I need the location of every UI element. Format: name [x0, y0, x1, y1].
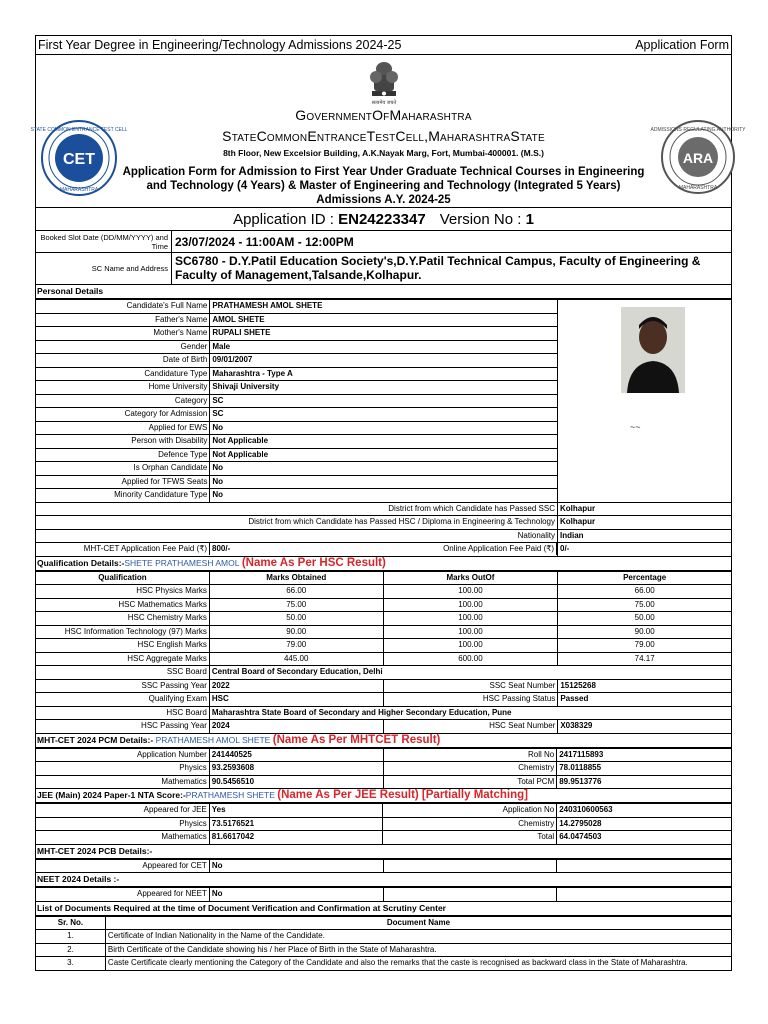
score-value: 2417115893 [557, 748, 732, 762]
field-label: Father's Name [36, 313, 210, 327]
jee-name: PRATHAMESH SHETE [185, 790, 275, 800]
qualification-name: SHETE PRATHAMESH AMOL [124, 557, 240, 568]
score-value: 14.2795028 [557, 817, 732, 831]
document-name: Caste Certificate clearly mentioning the Category of the Candidate and also the remarks that the caste is recognised as backward class in the State of Maharashtra. [105, 957, 731, 971]
documents-table [35, 916, 732, 971]
subject-label: HSC Information Technology (97) Marks [36, 625, 210, 639]
slot-label: Booked Slot Date (DD/MM/YYYY) and Time [36, 231, 172, 252]
form-title-line-2: and Technology (4 Years) & Master of Engineering and Technology (Integrated 5 Years) [146, 180, 621, 192]
score-value: 89.9513776 [557, 775, 732, 789]
empty-cell [383, 859, 557, 873]
field-label: Defence Type [36, 448, 210, 462]
table-row [36, 943, 732, 957]
table-row [36, 916, 732, 930]
table-row [36, 831, 732, 845]
table-row [36, 543, 732, 557]
column-header: Sr. No. [36, 916, 106, 930]
score-label: Application No [383, 804, 557, 818]
hsc-year-label: HSC Passing Year [36, 720, 210, 734]
document-sr-no: 2. [36, 943, 106, 957]
percentage: 79.00 [558, 639, 732, 653]
score-value: 241440525 [209, 748, 383, 762]
marks-obtained: 79.00 [209, 639, 383, 653]
hsc-district-label: District from which Candidate has Passed HSC / Diploma in Engineering & Technology [36, 516, 558, 530]
pcb-table [35, 859, 732, 874]
sc-value: SC6780 - D.Y.Patil Education Society's,D.Y.Patil Technical Campus, Faculty of Engineering & Faculty of Management,Talsande,Kolhapur. [175, 254, 701, 282]
slot-value: 23/07/2024 - 11:00AM - 12:00PM [175, 234, 354, 249]
field-label: Category [36, 394, 210, 408]
score-value: 64.0474503 [557, 831, 732, 845]
online-fee-label: Online Application Fee Paid (₹) [380, 543, 557, 555]
score-value: 78.0118855 [557, 762, 732, 776]
table-row [36, 612, 732, 626]
score-label: Chemistry [383, 762, 557, 776]
subject-label: HSC Aggregate Marks [36, 652, 210, 666]
hsc-board-value: Maharashtra State Board of Secondary and Higher Secondary Education, Pune [209, 706, 731, 720]
svg-text:MAHARASHTRA: MAHARASHTRA [59, 187, 99, 193]
table-row [36, 516, 732, 530]
neet-label: Appeared for NEET [36, 888, 210, 902]
form-title-line-1: Application Form for Admission to First Year Under Graduate Technical Courses in Engineering [122, 166, 645, 178]
application-id [233, 211, 426, 228]
jee-title-label: JEE (Main) 2024 Paper-1 NTA Score:- [37, 790, 186, 800]
document-name: Birth Certificate of the Candidate showing his / her Place of Birth in the State of Maharashtra. [105, 943, 731, 957]
table-row [36, 817, 732, 831]
table-row [36, 859, 732, 873]
score-label: Application Number [36, 748, 210, 762]
field-value: PRATHAMESH AMOL SHETE [210, 300, 558, 314]
qualification-title-label: Qualification Details:- [37, 557, 125, 568]
table-row [36, 666, 732, 680]
score-label: Mathematics [36, 775, 210, 789]
form-heading: First Year Degree in Engineering/Technology Admissions 2024-25 [38, 38, 402, 52]
table-row [36, 639, 732, 653]
percentage: 90.00 [558, 625, 732, 639]
version-label: Version No : [439, 210, 522, 228]
fee-row [36, 543, 557, 555]
field-value: Male [210, 340, 558, 354]
field-label: Category for Admission [36, 408, 210, 422]
table-row [36, 693, 732, 707]
field-value: Not Applicable [210, 448, 558, 462]
jee-table [35, 803, 732, 845]
svg-text:सत्यमेव जयते: सत्यमेव जयते [371, 100, 397, 106]
percentage: 74.17 [558, 652, 732, 666]
nationality-value: Indian [558, 529, 732, 543]
neet-value: No [209, 888, 383, 902]
field-label: Mother's Name [36, 327, 210, 341]
hsc-year-value: 2024 [209, 720, 383, 734]
marks-obtained: 66.00 [209, 585, 383, 599]
jee-title [35, 789, 732, 803]
online-fee-value: 0/- [558, 543, 732, 557]
marks-obtained: 50.00 [209, 612, 383, 626]
field-label: Candidate's Full Name [36, 300, 210, 314]
application-form [30, 35, 746, 971]
score-label: Total PCM [383, 775, 557, 789]
top-bar [35, 35, 732, 55]
document-name: Certificate of Indian Nationality in the Name of the Candidate. [105, 930, 731, 944]
column-header: Qualification [36, 571, 210, 585]
column-header: Marks OutOf [383, 571, 558, 585]
table-row [36, 585, 732, 599]
personal-details-title: Personal Details [35, 285, 732, 299]
application-id-bar [35, 208, 732, 231]
field-value: SC [210, 394, 558, 408]
column-header: Marks Obtained [209, 571, 383, 585]
score-value: 93.2593608 [209, 762, 383, 776]
field-label: Home University [36, 381, 210, 395]
cet-name-note: (Name As Per MHTCET Result) [272, 733, 441, 746]
score-value: 90.5456510 [209, 775, 383, 789]
field-value: Maharashtra - Type A [210, 367, 558, 381]
score-value: 81.6617042 [209, 831, 383, 845]
marks-outof: 100.00 [383, 625, 558, 639]
field-value: AMOL SHETE [210, 313, 558, 327]
cet-cell-title: StateCommonEntranceTestCell,MaharashtraState [222, 128, 545, 144]
score-label: Appeared for JEE [36, 804, 210, 818]
table-row [36, 762, 732, 776]
hsc-seat-value: X038329 [558, 720, 732, 734]
table-row [36, 625, 732, 639]
score-label: Chemistry [383, 817, 557, 831]
marks-obtained: 75.00 [209, 598, 383, 612]
form-title-line-3: Admissions A.Y. 2024-25 [316, 194, 451, 206]
subject-label: HSC Physics Marks [36, 585, 210, 599]
percentage: 50.00 [558, 612, 732, 626]
subject-label: HSC Chemistry Marks [36, 612, 210, 626]
application-id-label: Application ID : [233, 210, 334, 228]
table-row [36, 529, 732, 543]
slot-row [35, 231, 732, 253]
hsc-status-label: HSC Passing Status [383, 693, 558, 707]
application-id-value: EN24223347 [338, 210, 426, 228]
neet-title: NEET 2024 Details :- [35, 873, 732, 887]
percentage: 75.00 [558, 598, 732, 612]
score-label: Physics [36, 762, 210, 776]
empty-cell [557, 888, 732, 902]
marks-outof: 100.00 [383, 612, 558, 626]
marks-outof: 100.00 [383, 639, 558, 653]
ssc-seat-label: SSC Seat Number [383, 679, 558, 693]
form-title [96, 165, 671, 207]
form-type: Application Form [635, 38, 729, 52]
field-value: No [210, 462, 558, 476]
table-row [36, 804, 732, 818]
ssc-board-label: SSC Board [36, 666, 210, 680]
neet-table [35, 887, 732, 902]
ssc-district-label: District from which Candidate has Passed SSC [36, 502, 558, 516]
field-value: Shivaji University [210, 381, 558, 395]
field-label: Gender [36, 340, 210, 354]
table-row [36, 888, 732, 902]
field-value: No [210, 489, 558, 503]
table-row [36, 598, 732, 612]
jee-name-note: (Name As Per JEE Result) [Partially Matching] [277, 789, 529, 801]
qualifying-exam-value: HSC [209, 693, 383, 707]
cet-title-label: MHT-CET 2024 PCM Details:- [37, 734, 154, 745]
ssc-board-value: Central Board of Secondary Education, Delhi [209, 666, 731, 680]
marks-outof: 100.00 [383, 598, 558, 612]
table-row [36, 748, 732, 762]
score-label: Roll No [383, 748, 557, 762]
ssc-year-label: SSC Passing Year [36, 679, 210, 693]
field-label: Is Orphan Candidate [36, 462, 210, 476]
percentage: 66.00 [558, 585, 732, 599]
empty-cell [383, 888, 557, 902]
score-value: 240310600563 [557, 804, 732, 818]
svg-text:ADMISSIONS REGULATING AUTHORIT: ADMISSIONS REGULATING AUTHORITY [650, 127, 746, 133]
version-value: 1 [525, 210, 534, 228]
hsc-district-value: Kolhapur [558, 516, 732, 530]
field-value: No [210, 475, 558, 489]
fee-label: MHT-CET Application Fee Paid (₹) [36, 543, 210, 555]
candidate-photo-icon [621, 307, 685, 393]
subject-label: HSC Mathematics Marks [36, 598, 210, 612]
field-label: Minority Candidature Type [36, 489, 210, 503]
field-label: Applied for EWS [36, 421, 210, 435]
empty-cell [557, 859, 732, 873]
sc-row [35, 253, 732, 285]
document-sr-no: 1. [36, 930, 106, 944]
hsc-status-value: Passed [558, 693, 732, 707]
pcb-label: Appeared for CET [36, 859, 210, 873]
table-row [36, 775, 732, 789]
svg-text:CET: CET [63, 151, 95, 168]
table-row [36, 502, 732, 516]
header [30, 55, 746, 208]
subject-label: HSC English Marks [36, 639, 210, 653]
field-label: Applied for TFWS Seats [36, 475, 210, 489]
qualification-table [35, 571, 732, 734]
pcb-value: No [209, 859, 383, 873]
pcb-title: MHT-CET 2024 PCB Details:- [35, 845, 732, 859]
table-row [36, 706, 732, 720]
field-value: SC [210, 408, 558, 422]
candidate-signature: ~~ [630, 422, 641, 432]
marks-outof: 600.00 [383, 652, 558, 666]
field-label: Candidature Type [36, 367, 210, 381]
table-row [36, 652, 732, 666]
field-value: 09/01/2007 [210, 354, 558, 368]
field-label: Date of Birth [36, 354, 210, 368]
ssc-seat-value: 15125268 [558, 679, 732, 693]
document-sr-no: 3. [36, 957, 106, 971]
cet-name: PRATHAMESH AMOL SHETE [155, 734, 271, 745]
cet-cell-address: 8th Floor, New Excelsior Building, A.K.Nayak Marg, Fort, Mumbai-400001. (M.S.) [223, 148, 544, 158]
table-row [36, 957, 732, 971]
version [440, 211, 534, 228]
marks-obtained: 445.00 [209, 652, 383, 666]
hsc-board-label: HSC Board [36, 706, 210, 720]
documents-title: List of Documents Required at the time of Document Verification and Confirmation at Scrutiny Center [35, 902, 732, 916]
table-row [36, 679, 732, 693]
svg-text:ARA: ARA [682, 150, 714, 166]
candidate-photo [621, 307, 685, 393]
fee-cell [36, 543, 558, 557]
field-value: Not Applicable [210, 435, 558, 449]
ssc-district-value: Kolhapur [558, 502, 732, 516]
svg-text:STATE COMMON ENTRANCE TEST CEL: STATE COMMON ENTRANCE TEST CELL [30, 127, 128, 133]
column-header: Document Name [105, 916, 731, 930]
table-row [36, 930, 732, 944]
qualification-name-note: (Name As Per HSC Result) [241, 556, 386, 569]
svg-text:MAHARASHTRA: MAHARASHTRA [678, 185, 718, 191]
nationality-label: Nationality [36, 529, 558, 543]
national-emblem-icon [363, 59, 405, 107]
field-label: Person with Disability [36, 435, 210, 449]
score-label: Mathematics [36, 831, 210, 845]
column-header: Percentage [558, 571, 732, 585]
score-value: 73.5176521 [209, 817, 383, 831]
table-row [36, 720, 732, 734]
score-value: Yes [209, 804, 383, 818]
field-value: No [210, 421, 558, 435]
ssc-year-value: 2022 [209, 679, 383, 693]
personal-details [35, 299, 732, 557]
government-title: GovernmentOfMaharashtra [295, 107, 472, 123]
qualifying-exam-label: Qualifying Exam [36, 693, 210, 707]
marks-obtained: 90.00 [209, 625, 383, 639]
hsc-seat-label: HSC Seat Number [383, 720, 558, 734]
table-row [36, 571, 732, 585]
score-label: Total [383, 831, 557, 845]
qualification-title [35, 557, 732, 571]
score-label: Physics [36, 817, 210, 831]
sc-label: SC Name and Address [36, 253, 172, 284]
cet-title [35, 734, 732, 748]
cet-table [35, 748, 732, 790]
field-value: RUPALI SHETE [210, 327, 558, 341]
fee-value: 800/- [212, 544, 231, 554]
marks-outof: 100.00 [383, 585, 558, 599]
